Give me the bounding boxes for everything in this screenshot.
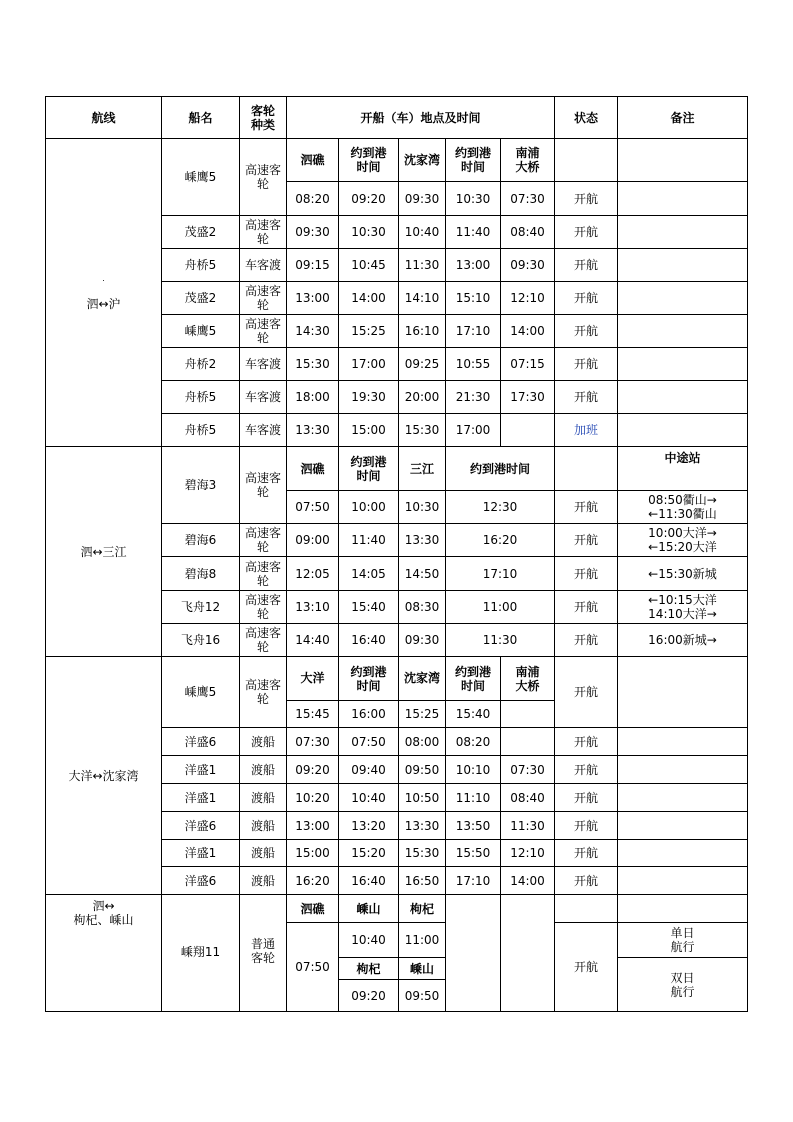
- status-cell: 加班: [555, 414, 618, 447]
- type-cell: 高速客轮: [240, 282, 287, 315]
- type-cell: 高速客轮: [240, 447, 287, 524]
- remarks-cell: [618, 139, 748, 182]
- time-cell: 16:40: [339, 624, 399, 657]
- col-header: 南浦 大桥: [501, 657, 555, 701]
- time-cell: 15:25: [399, 701, 446, 728]
- time-cell: [501, 414, 555, 447]
- remarks-cell: [618, 315, 748, 348]
- time-cell: 14:50: [399, 557, 446, 591]
- status-cell: 开航: [555, 182, 618, 216]
- status-cell: 开航: [555, 591, 618, 624]
- time-cell: 11:40: [446, 216, 501, 249]
- remarks-cell: [618, 784, 748, 812]
- header-remarks: 备注: [618, 97, 748, 139]
- midstation-header: 中途站: [618, 447, 748, 491]
- time-cell: 09:00: [287, 524, 339, 557]
- time-cell: 15:00: [339, 414, 399, 447]
- remarks-cell: [618, 282, 748, 315]
- remarks-cell: [618, 348, 748, 381]
- time-cell: 11:40: [339, 524, 399, 557]
- status-cell: 开航: [555, 524, 618, 557]
- time-cell: 14:10: [399, 282, 446, 315]
- col-header: 沈家湾: [399, 139, 446, 182]
- ship-cell: 飞舟16: [162, 624, 240, 657]
- time-cell: 17:30: [501, 381, 555, 414]
- col-header: 泗礁: [287, 139, 339, 182]
- time-cell: 08:30: [399, 591, 446, 624]
- time-cell: 14:00: [339, 282, 399, 315]
- status-cell: [555, 139, 618, 182]
- ship-cell: 洋盛1: [162, 784, 240, 812]
- col-header: 枸杞: [339, 958, 399, 980]
- table-header-row: [46, 97, 748, 139]
- time-cell: 07:50: [287, 923, 339, 1012]
- ship-cell: 洋盛6: [162, 728, 240, 756]
- header-route: 航线: [46, 97, 162, 139]
- time-cell: 09:30: [399, 182, 446, 216]
- status-cell: 开航: [555, 756, 618, 784]
- ship-cell: 洋盛6: [162, 867, 240, 895]
- time-cell: 12:10: [501, 840, 555, 867]
- remarks-cell: ←10:15大洋 14:10大洋→: [618, 591, 748, 624]
- time-cell: 13:00: [287, 282, 339, 315]
- status-cell: 开航: [555, 923, 618, 1012]
- type-cell: 车客渡: [240, 381, 287, 414]
- time-cell: 17:10: [446, 867, 501, 895]
- time-cell: 15:40: [446, 701, 501, 728]
- remarks-cell: 单日 航行: [618, 923, 748, 958]
- ship-cell: 茂盛2: [162, 216, 240, 249]
- type-cell: 车客渡: [240, 249, 287, 282]
- status-cell: 开航: [555, 812, 618, 840]
- remarks-cell: [618, 249, 748, 282]
- status-cell: 开航: [555, 557, 618, 591]
- status-cell: 开航: [555, 624, 618, 657]
- remarks-cell: [618, 182, 748, 216]
- time-cell: 09:30: [501, 249, 555, 282]
- type-cell: 渡船: [240, 784, 287, 812]
- time-cell: 09:15: [287, 249, 339, 282]
- time-cell: 12:05: [287, 557, 339, 591]
- time-cell: 15:25: [339, 315, 399, 348]
- time-cell: 16:10: [399, 315, 446, 348]
- time-cell: 09:40: [339, 756, 399, 784]
- remarks-cell: [618, 728, 748, 756]
- time-cell: 11:30: [501, 812, 555, 840]
- time-cell: 08:20: [446, 728, 501, 756]
- time-cell: 15:30: [287, 348, 339, 381]
- type-cell: 高速客轮: [240, 216, 287, 249]
- ship-cell: 碧海6: [162, 524, 240, 557]
- time-cell: 13:30: [287, 414, 339, 447]
- route-cell: 泗↔ 枸杞、嵊山: [46, 895, 162, 1012]
- type-cell: 渡船: [240, 728, 287, 756]
- time-cell: 10:30: [339, 216, 399, 249]
- type-cell: 高速客轮: [240, 315, 287, 348]
- time-cell: 07:50: [287, 491, 339, 524]
- col-header: 泗礁: [287, 895, 339, 923]
- ferry-schedule-table: [45, 96, 748, 1012]
- time-cell: 13:10: [287, 591, 339, 624]
- time-cell: 15:40: [339, 591, 399, 624]
- time-cell: 10:30: [446, 182, 501, 216]
- type-cell: 高速客轮: [240, 624, 287, 657]
- remarks-cell: [618, 895, 748, 923]
- time-cell: 13:20: [339, 812, 399, 840]
- time-cell: 16:00: [339, 701, 399, 728]
- status-cell: 开航: [555, 784, 618, 812]
- time-cell: 15:45: [287, 701, 339, 728]
- time-cell: 07:50: [339, 728, 399, 756]
- remarks-cell: [618, 657, 748, 728]
- ship-cell: 洋盛1: [162, 756, 240, 784]
- status-cell: [555, 447, 618, 491]
- time-cell: 17:10: [446, 315, 501, 348]
- time-cell: 13:50: [446, 812, 501, 840]
- time-cell: 07:15: [501, 348, 555, 381]
- time-cell: 11:00: [399, 923, 446, 958]
- col-header: 约到港 时间: [339, 139, 399, 182]
- time-cell: 10:55: [446, 348, 501, 381]
- time-cell: 12:30: [446, 491, 555, 524]
- route-cell: . 泗↔沪: [46, 139, 162, 447]
- time-cell: 09:20: [287, 756, 339, 784]
- remarks-cell: [618, 812, 748, 840]
- time-cell: 10:40: [399, 216, 446, 249]
- ship-cell: 舟桥2: [162, 348, 240, 381]
- time-cell: 19:30: [339, 381, 399, 414]
- time-cell: 13:30: [399, 524, 446, 557]
- empty-cell: [446, 895, 501, 1012]
- status-cell: 开航: [555, 840, 618, 867]
- col-header: 南浦 大桥: [501, 139, 555, 182]
- section-4-row: [46, 895, 748, 923]
- status-cell: 开航: [555, 315, 618, 348]
- type-cell: 高速客轮: [240, 591, 287, 624]
- time-cell: 10:40: [339, 784, 399, 812]
- route-cell: 大洋↔沈家湾: [46, 657, 162, 895]
- remarks-cell: [618, 840, 748, 867]
- remarks-cell: [618, 756, 748, 784]
- time-cell: 20:00: [399, 381, 446, 414]
- time-cell: 14:40: [287, 624, 339, 657]
- header-status: 状态: [555, 97, 618, 139]
- time-cell: 09:30: [287, 216, 339, 249]
- time-cell: 10:30: [399, 491, 446, 524]
- time-cell: 17:00: [446, 414, 501, 447]
- time-cell: 16:50: [399, 867, 446, 895]
- ship-cell: 碧海8: [162, 557, 240, 591]
- time-cell: 15:50: [446, 840, 501, 867]
- status-cell: 开航: [555, 282, 618, 315]
- type-cell: 普通 客轮: [240, 895, 287, 1012]
- time-cell: 15:30: [399, 414, 446, 447]
- col-header: 嵊山: [399, 958, 446, 980]
- time-cell: 09:50: [399, 980, 446, 1012]
- type-cell: 渡船: [240, 867, 287, 895]
- time-cell: 14:00: [501, 867, 555, 895]
- section-1-subheader: [46, 139, 748, 182]
- type-cell: 车客渡: [240, 348, 287, 381]
- route-cell: 泗↔三江: [46, 447, 162, 657]
- time-cell: 13:30: [399, 812, 446, 840]
- remarks-cell: 10:00大洋→ ←15:20大洋: [618, 524, 748, 557]
- col-header: 大洋: [287, 657, 339, 701]
- remarks-cell: 双日 航行: [618, 958, 748, 1012]
- col-header: 三江: [399, 447, 446, 491]
- remarks-cell: [618, 414, 748, 447]
- remarks-cell: [618, 381, 748, 414]
- col-header: 枸杞: [399, 895, 446, 923]
- status-cell: 开航: [555, 348, 618, 381]
- type-cell: 渡船: [240, 756, 287, 784]
- col-header: 约到港 时间: [446, 139, 501, 182]
- ship-cell: 茂盛2: [162, 282, 240, 315]
- time-cell: 09:25: [399, 348, 446, 381]
- time-cell: 16:20: [287, 867, 339, 895]
- status-cell: 开航: [555, 867, 618, 895]
- status-cell: 开航: [555, 381, 618, 414]
- col-header: 泗礁: [287, 447, 339, 491]
- time-cell: 15:00: [287, 840, 339, 867]
- time-cell: 07:30: [501, 756, 555, 784]
- time-cell: 14:05: [339, 557, 399, 591]
- time-cell: 09:50: [399, 756, 446, 784]
- time-cell: 11:30: [446, 624, 555, 657]
- ship-cell: 洋盛6: [162, 812, 240, 840]
- header-type: 客轮 种类: [240, 97, 287, 139]
- time-cell: 18:00: [287, 381, 339, 414]
- ship-cell: 嵊鹰5: [162, 139, 240, 216]
- time-cell: 17:10: [446, 557, 555, 591]
- time-cell: 14:00: [501, 315, 555, 348]
- empty-cell: [501, 895, 555, 1012]
- col-header: 约到港时间: [446, 447, 555, 491]
- time-cell: 14:30: [287, 315, 339, 348]
- type-cell: 高速客轮: [240, 557, 287, 591]
- header-ship: 船名: [162, 97, 240, 139]
- status-cell: 开航: [555, 491, 618, 524]
- status-cell: 开航: [555, 216, 618, 249]
- remarks-cell: 08:50衢山→ ←11:30衢山: [618, 491, 748, 524]
- time-cell: 17:00: [339, 348, 399, 381]
- time-cell: 08:00: [399, 728, 446, 756]
- remarks-cell: 16:00新城→: [618, 624, 748, 657]
- type-cell: 渡船: [240, 812, 287, 840]
- ship-cell: 飞舟12: [162, 591, 240, 624]
- time-cell: 15:10: [446, 282, 501, 315]
- remarks-cell: [618, 867, 748, 895]
- time-cell: 10:40: [339, 923, 399, 958]
- ship-cell: 舟桥5: [162, 249, 240, 282]
- type-cell: 车客渡: [240, 414, 287, 447]
- time-cell: 09:20: [339, 980, 399, 1012]
- ship-cell: 洋盛1: [162, 840, 240, 867]
- header-departure: 开船（车）地点及时间: [287, 97, 555, 139]
- time-cell: 08:40: [501, 784, 555, 812]
- time-cell: 16:40: [339, 867, 399, 895]
- time-cell: 10:45: [339, 249, 399, 282]
- time-cell: 07:30: [501, 182, 555, 216]
- time-cell: 15:30: [399, 840, 446, 867]
- col-header: 沈家湾: [399, 657, 446, 701]
- ship-cell: 舟桥5: [162, 381, 240, 414]
- ship-cell: 嵊鹰5: [162, 315, 240, 348]
- time-cell: 09:30: [399, 624, 446, 657]
- status-cell: 开航: [555, 657, 618, 728]
- time-cell: 16:20: [446, 524, 555, 557]
- ship-cell: 碧海3: [162, 447, 240, 524]
- remarks-cell: ←15:30新城: [618, 557, 748, 591]
- time-cell: 11:00: [446, 591, 555, 624]
- time-cell: 07:30: [287, 728, 339, 756]
- time-cell: 13:00: [446, 249, 501, 282]
- time-cell: 11:30: [399, 249, 446, 282]
- section-2-subheader: [46, 447, 748, 491]
- type-cell: 高速客轮: [240, 139, 287, 216]
- type-cell: 高速客轮: [240, 524, 287, 557]
- time-cell: 15:20: [339, 840, 399, 867]
- time-cell: 08:20: [287, 182, 339, 216]
- time-cell: 10:50: [399, 784, 446, 812]
- ship-cell: 嵊鹰5: [162, 657, 240, 728]
- section-3-subheader: [46, 657, 748, 701]
- remarks-cell: [618, 216, 748, 249]
- time-cell: 11:10: [446, 784, 501, 812]
- col-header: 约到港 时间: [446, 657, 501, 701]
- time-cell: [501, 728, 555, 756]
- status-cell: [555, 895, 618, 923]
- ship-cell: 嵊翔11: [162, 895, 240, 1012]
- type-cell: 渡船: [240, 840, 287, 867]
- col-header: 约到港 时间: [339, 447, 399, 491]
- time-cell: 12:10: [501, 282, 555, 315]
- status-cell: 开航: [555, 728, 618, 756]
- time-cell: 10:00: [339, 491, 399, 524]
- time-cell: 08:40: [501, 216, 555, 249]
- col-header: 约到港 时间: [339, 657, 399, 701]
- ship-cell: 舟桥5: [162, 414, 240, 447]
- status-cell: 开航: [555, 249, 618, 282]
- time-cell: 09:20: [339, 182, 399, 216]
- col-header: 嵊山: [339, 895, 399, 923]
- time-cell: 13:00: [287, 812, 339, 840]
- time-cell: 10:20: [287, 784, 339, 812]
- time-cell: 21:30: [446, 381, 501, 414]
- time-cell: [501, 701, 555, 728]
- time-cell: 10:10: [446, 756, 501, 784]
- type-cell: 高速客轮: [240, 657, 287, 728]
